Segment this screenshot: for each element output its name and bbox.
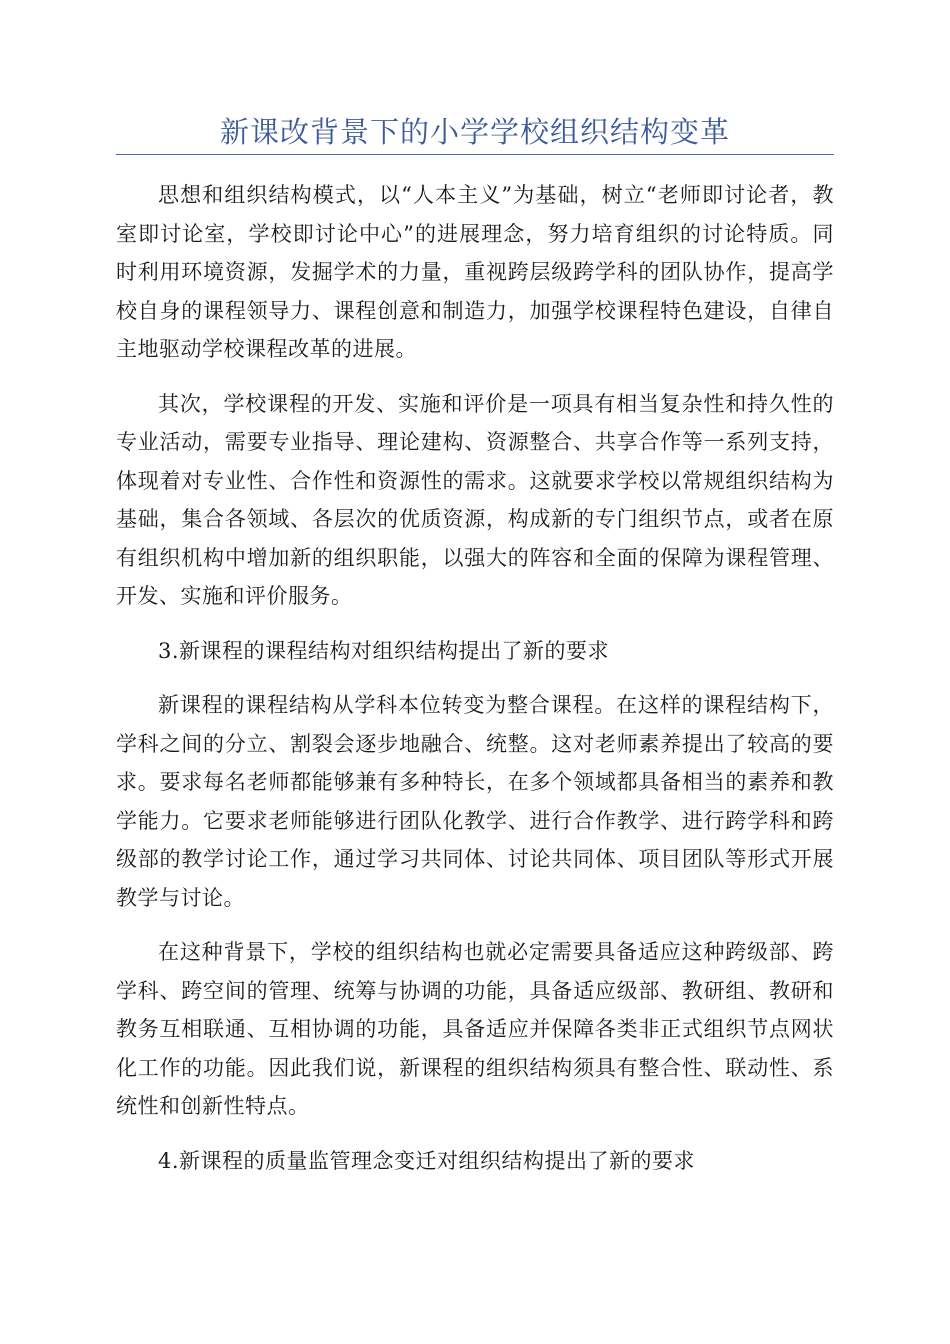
document-title: 新课改背景下的小学学校组织结构变革	[219, 115, 730, 149]
section-heading-4: 4.新课程的质量监管理念变迁对组织结构提出了新的要求	[158, 1148, 696, 1173]
paragraph-1: 思想和组织结构模式，以“人本主义”为基础，树立“老师即讨论者，教室即讨论室，学校即讨论中心”的进展理念，努力培育组织的讨论特质。同时利用环境资源，发掘学术的力量，重视跨层级跨学科的团队协作，提高学校自身的课程领导力、课程创意和制造力，加强学校课程特色建设，自律自主地驱动学校课程改革的进展。	[116, 183, 834, 361]
paragraph-3: 新课程的课程结构从学科本位转变为整合课程。在这样的课程结构下，学科之间的分立、割裂会逐步地融合、统整。这对老师素养提出了较高的要求。要求每名老师都能够兼有多种特长，在多个领域都具备相当的素养和教学能力。它要求老师能够进行团队化教学、进行合作教学、进行跨学科和跨级部的教学讨论工作，通过学习共同体、讨论共同体、项目团队等形式开展教学与讨论。	[116, 693, 834, 910]
title-underline	[116, 154, 834, 155]
paragraph-2: 其次，学校课程的开发、实施和评价是一项具有相当复杂性和持久性的专业活动，需要专业指导、理论建构、资源整合、共享合作等一系列支持，体现着对专业性、合作性和资源性的需求。这就要求学校以常规组织结构为基础，集合各领域、各层次的优质资源，构成新的专门组织节点，或者在原有组织机构中增加新的组织职能，以强大的阵容和全面的保障为课程管理、开发、实施和评价服务。	[116, 391, 834, 608]
paragraph-4: 在这种背景下，学校的组织结构也就必定需要具备适应这种跨级部、跨学科、跨空间的管理、统筹与协调的功能，具备适应级部、教研组、教研和教务互相联通、互相协调的功能，具备适应并保障各类非正式组织节点网状化工作的功能。因此我们说，新课程的组织结构须具有整合性、联动性、系统性和创新性特点。	[116, 940, 834, 1118]
document-body	[116, 176, 834, 1196]
section-heading-3: 3.新课程的课程结构对组织结构提出了新的要求	[158, 638, 610, 663]
